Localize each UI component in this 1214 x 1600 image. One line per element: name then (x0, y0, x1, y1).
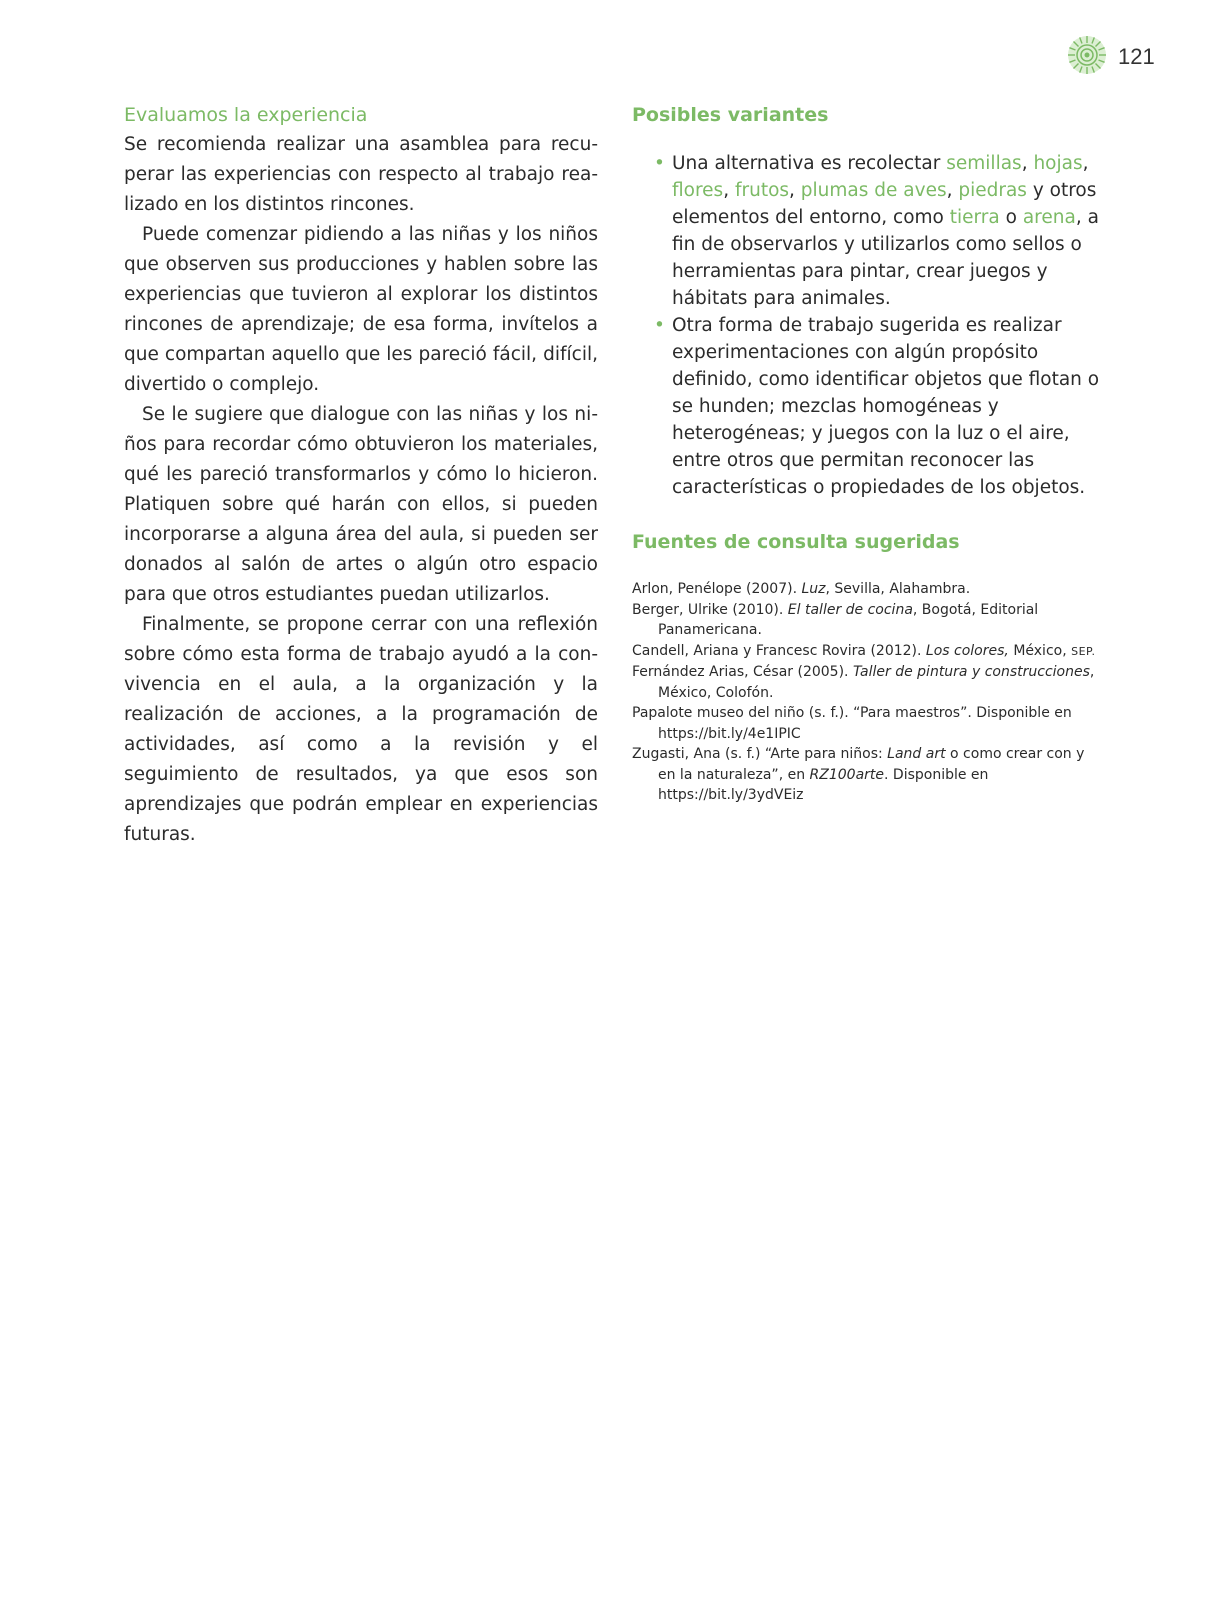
separator: , (946, 180, 959, 201)
ref-text: o como crear con y en la naturaleza”, en (658, 746, 1085, 783)
right-column (632, 104, 1102, 806)
reference-item (632, 744, 1102, 806)
ref-title: Taller de pintura y construcciones (852, 664, 1090, 680)
section-heading-evaluamos: Evaluamos la experiencia (124, 104, 368, 126)
ref-text: México, (1008, 642, 1072, 659)
ref-text: , México, Colofón. (658, 664, 1095, 701)
highlight-word: semillas (946, 153, 1022, 174)
highlight-word: arena (1022, 207, 1076, 228)
paragraph-3: Se le sugiere que dialogue con las niñas y los niños para recordar cómo obtuvieron los materiales, qué les pareció transformarlos y cómo lo hicieron. Platiquen sobre qué harán con ellos, si pueden incorporarse a alguna área del aula, si pueden ser donados al salón de artes o algún otro espacio para que otros estudiantes puedan utilizarlos. (124, 404, 598, 605)
list-item (632, 312, 1102, 501)
ref-title: El taller de cocina (787, 601, 913, 618)
ref-text: . Disponible en https://bit.ly/3ydVEiz (658, 766, 989, 803)
separator: , (789, 180, 801, 201)
ref-text: , Sevilla, Alahambra. (825, 581, 971, 597)
bullet-text: o (999, 207, 1023, 228)
ref-text: Berger, Ulrike (2010). (632, 601, 788, 618)
highlight-word: frutos (734, 180, 790, 201)
bullet-marker: • (654, 315, 665, 336)
highlight-word: flores (672, 180, 724, 201)
reference-item (632, 641, 1102, 663)
separator: , (1021, 153, 1034, 174)
paragraph-2: Puede comenzar pidiendo a las niñas y los niños que observen sus producciones y hablen sobre las experiencias que tuvieron al explorar los distintos rincones de aprendizaje; de esa forma, invítelos a que compartan aquello que les pareció fácil, difícil, divertido o complejo. (124, 224, 598, 395)
paragraph-1: Se recomienda realizar una asamblea para recuperar las experiencias con respecto al trabajo realizado en los distintos rincones. (124, 134, 598, 215)
page-number: 121 (1118, 44, 1155, 69)
highlight-word: plumas de aves (800, 180, 947, 201)
ref-text: SEP. (1071, 644, 1096, 658)
ref-text: , Bogotá, Editorial Panamericana. (658, 601, 1039, 638)
reference-item (632, 579, 1102, 600)
section-heading-variantes: Posibles variantes (632, 104, 829, 126)
bullet-text: y otros elementos del entorno, como (672, 180, 1097, 228)
references-list (632, 579, 1102, 806)
ref-text: Arlon, Penélope (2007). (632, 581, 802, 597)
left-column (124, 104, 598, 850)
separator: , (723, 180, 735, 201)
ref-title: Land art (887, 746, 946, 762)
highlight-word: tierra (949, 207, 1000, 228)
paragraph-4: Finalmente, se propone cerrar con una reflexión sobre cómo esta forma de trabajo ayudó a la convivencia en el aula, a la organización y la realización de acciones, a la programación de actividades, así como a la revisión y el seguimiento de resultados, ya que esos son aprendizajes que podrán emplear en experiencias futuras. (124, 614, 598, 845)
bullet-text: Una alternativa es recolectar (672, 153, 947, 174)
ref-text: Zugasti, Ana (s. f.) “Arte para niños: (632, 746, 888, 762)
reference-item (632, 703, 1102, 744)
sun-emblem-icon (1066, 34, 1108, 76)
ref-text: Candell, Ariana y Francesc Rovira (2012). (632, 642, 926, 659)
ref-text: Papalote museo del niño (s. f.). “Para maestros”. Disponible en https://bit.ly/4e1IPIC (632, 705, 1072, 742)
bullet-marker: • (654, 153, 665, 174)
bullet-text: , a fin de observarlos y utilizarlos como sellos o herramientas para pintar, crear juegos y hábitats para animales. (672, 207, 1099, 309)
section-heading-fuentes: Fuentes de consulta sugeridas (632, 531, 960, 553)
reference-item (632, 600, 1102, 641)
reference-item (632, 662, 1102, 703)
ref-text: Fernández Arias, César (2005). (632, 664, 853, 680)
highlight-word: hojas (1033, 153, 1083, 174)
ref-title: Los colores, (925, 642, 1009, 659)
variants-list (632, 150, 1102, 501)
bullet-text: Otra forma de trabajo sugerida es realizar experimentaciones con algún propósito definido, como identificar objetos que flotan o se hunden; mezclas homogéneas y heterogéneas; y juegos con la luz o el aire, entre otros que permitan reconocer las características o propiedades de los objetos. (672, 315, 1100, 498)
ref-title: Luz (801, 581, 826, 597)
ref-title: RZ100arte (809, 766, 885, 783)
separator: , (1082, 153, 1089, 174)
list-item (632, 150, 1102, 312)
highlight-word: piedras (958, 180, 1027, 201)
